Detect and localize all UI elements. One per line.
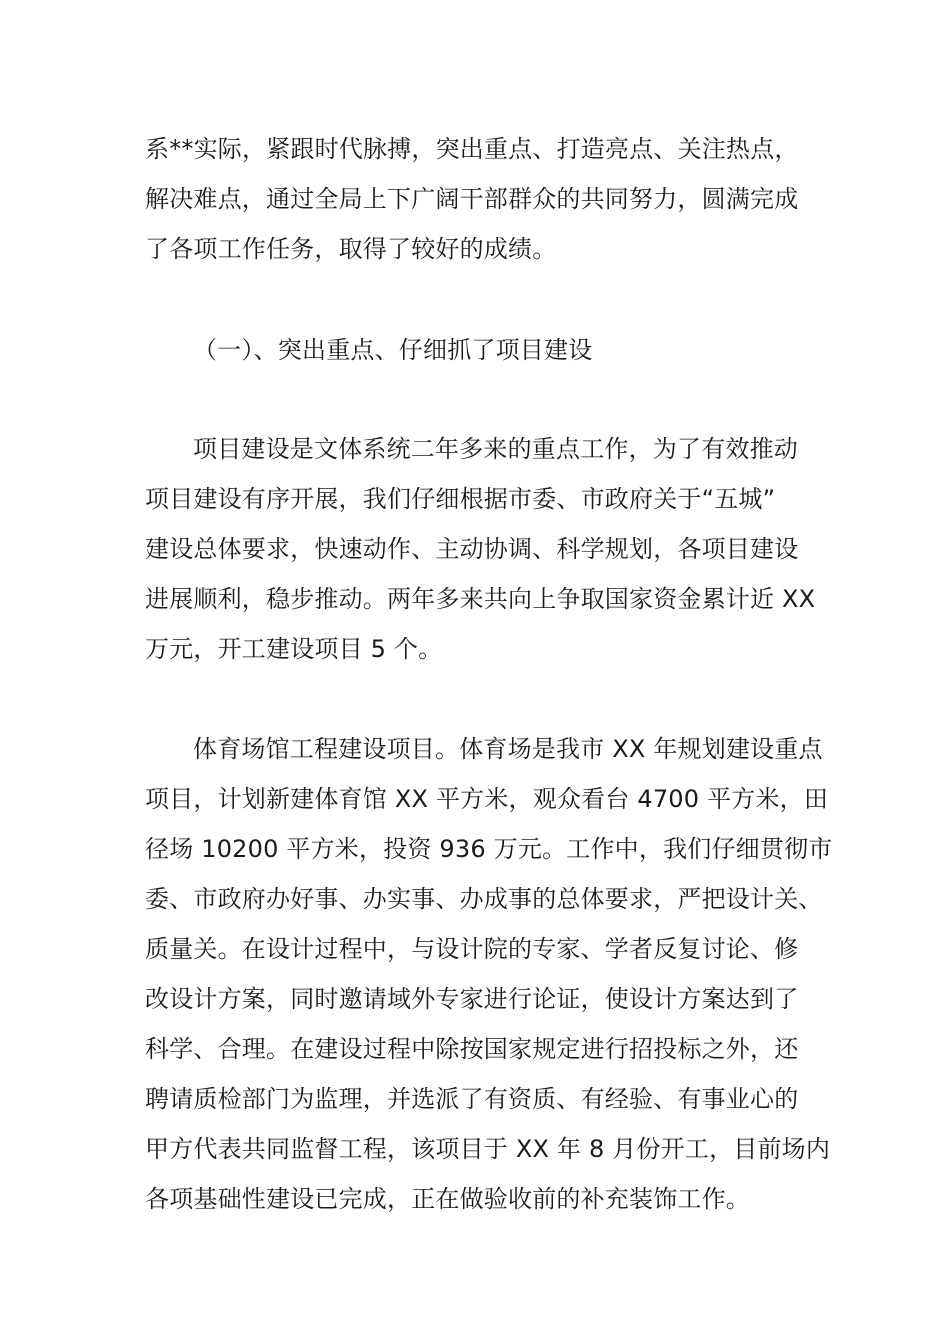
- intro-line-3: 了各项工作任务，取得了较好的成绩。: [145, 235, 557, 263]
- paragraph2-line-5: 质量关。在设计过程中，与设计院的专家、学者反复讨论、修: [145, 935, 799, 963]
- paragraph2-line-2: 项目，计划新建体育馆 XX 平方米，观众看台 4700 平方米，田: [145, 785, 829, 813]
- paragraph2-line-3: 径场 10200 平方米，投资 936 万元。工作中，我们仔细贯彻市: [145, 835, 833, 863]
- paragraph2-line-8: 聘请质检部门为监理，并选派了有资质、有经验、有事业心的: [145, 1085, 799, 1113]
- paragraph2-line-1: 体育场馆工程建设项目。体育场是我市 XX 年规划建设重点: [193, 735, 823, 763]
- paragraph2-line-6: 改设计方案，同时邀请域外专家进行论证，使设计方案达到了: [145, 985, 799, 1013]
- paragraph1-line-3: 建设总体要求，快速动作、主动协调、科学规划，各项目建设: [145, 535, 799, 563]
- section-heading: （一）、突出重点、仔细抓了项目建设: [193, 336, 593, 364]
- intro-line-2: 解决难点，通过全局上下广阔干部群众的共同努力，圆满完成: [145, 185, 799, 213]
- paragraph2-line-7: 科学、合理。在建设过程中除按国家规定进行招投标之外，还: [145, 1035, 799, 1063]
- paragraph2-line-9: 甲方代表共同监督工程，该项目于 XX 年 8 月份开工，目前场内: [145, 1135, 831, 1163]
- paragraph1-line-2: 项目建设有序开展，我们仔细根据市委、市政府关于“五城”: [145, 485, 776, 513]
- paragraph1-line-1: 项目建设是文体系统二年多来的重点工作，为了有效推动: [193, 435, 798, 463]
- paragraph2-line-10: 各项基础性建设已完成，正在做验收前的补充装饰工作。: [145, 1185, 750, 1213]
- intro-line-1: 系**实际，紧跟时代脉搏，突出重点、打造亮点、关注热点，: [145, 135, 799, 163]
- paragraph2-line-4: 委、市政府办好事、办实事、办成事的总体要求，严把设计关、: [145, 885, 823, 913]
- paragraph1-line-4: 进展顺利，稳步推动。两年多来共向上争取国家资金累计近 XX: [145, 585, 816, 613]
- paragraph1-line-5: 万元，开工建设项目 5 个。: [145, 635, 443, 663]
